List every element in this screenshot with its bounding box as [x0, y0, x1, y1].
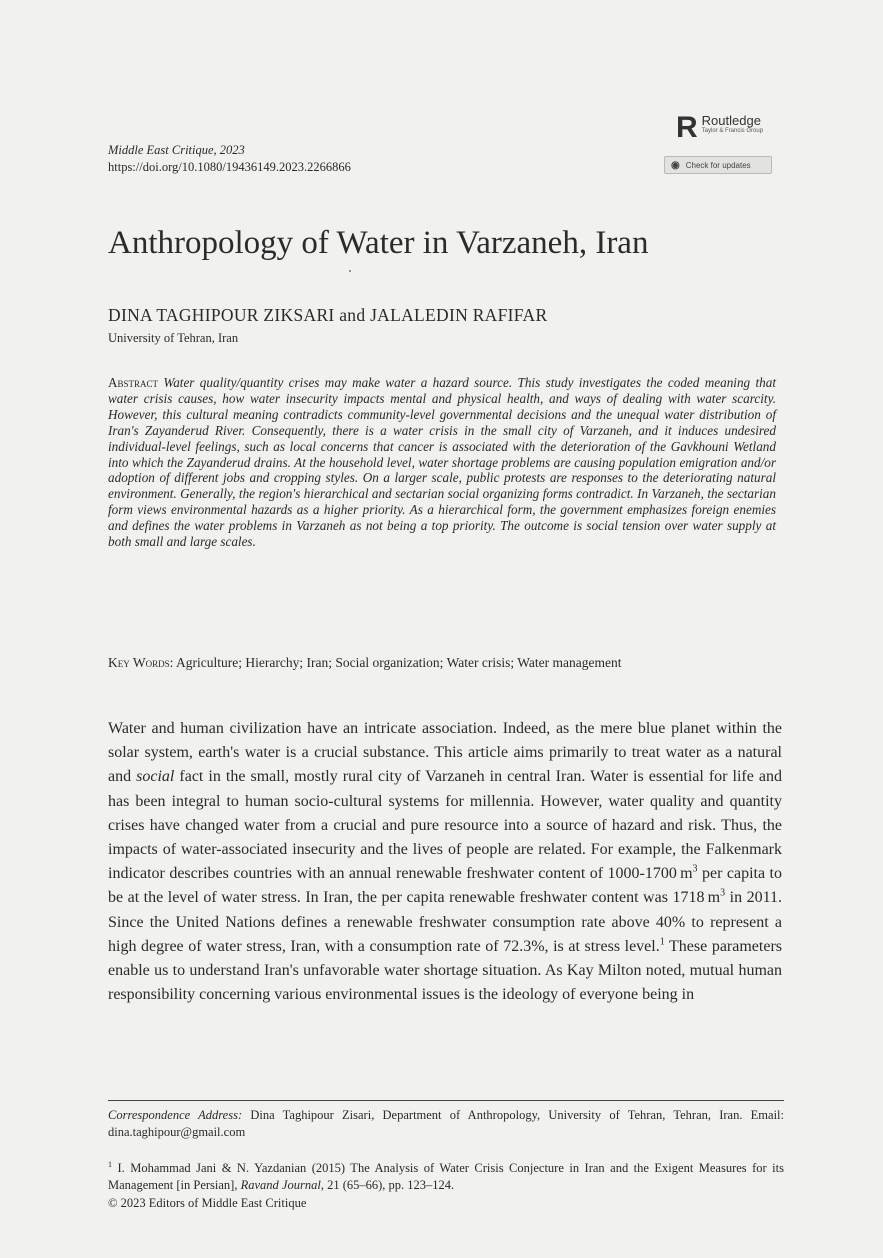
article-title: Anthropology of Water in Varzaneh, Iran: [108, 225, 649, 261]
footnote-text: I. Mohammad Jani & N. Yazdanian (2015) The Analysis of Water Crisis Conjecture in Iran and the Exigent Measures for its Management [in Persian],: [108, 1161, 784, 1192]
body-text: in 2011. Since the United Nations defines a renewable freshwater consumption rate above 40% to represent a high degree of water stress, Iran, with a consumption rate of 72.3%, is at stress level.: [108, 889, 782, 955]
footnote-divider: [108, 1100, 784, 1101]
abstract-label: Abstract: [108, 375, 159, 390]
doi-link[interactable]: https://doi.org/10.1080/19436149.2023.2266866: [108, 160, 351, 174]
journal-info: [108, 142, 351, 176]
body-paragraph: [108, 717, 782, 1007]
print-speck: [349, 270, 351, 272]
correspondence-address: [108, 1107, 784, 1141]
publisher-tagline: Taylor & Francis Group: [701, 128, 764, 134]
footnote-text: , 21 (65–66), pp. 123–124.: [320, 1177, 455, 1192]
abstract: [108, 375, 776, 550]
superscript: 3: [692, 863, 698, 875]
body-text: Water and human civilization have an intricate association. Indeed, as the mere blue planet within the solar system, earth's water is a crucial substance. This article aims primarily to treat water as a natural and: [108, 720, 782, 786]
footnote: [108, 1157, 784, 1193]
keywords: [108, 654, 788, 671]
body-text: These parameters enable us to understand Iran's unfavorable water shortage situation. As Kay Milton noted, mutual human responsibility concerning various environmental issues is the ideology of everyone being in: [108, 937, 782, 1004]
keywords-label: Key Words:: [108, 655, 174, 670]
publisher-logo: [676, 111, 764, 144]
superscript: 3: [720, 888, 726, 900]
check-updates-icon: ◉: [671, 159, 680, 171]
footnote-journal: Ravand Journal: [240, 1177, 321, 1192]
copyright-notice: © 2023 Editors of Middle East Critique: [108, 1196, 307, 1210]
correspondence-label: Correspondence Address:: [108, 1108, 243, 1122]
footnote-number: 1: [108, 1160, 112, 1169]
author-names: DINA TAGHIPOUR ZIKSARI and JALALEDIN RAFIFAR: [108, 305, 548, 325]
keywords-list: Agriculture; Hierarchy; Iran; Social organization; Water crisis; Water management: [176, 655, 622, 670]
check-for-updates-badge[interactable]: [664, 156, 772, 174]
correspondence-text: Dina Taghipour Zisari, Department of Anthropology, University of Tehran, Tehran, Iran. Email: dina.taghipour@gmail.com: [108, 1108, 784, 1139]
footnote-reference[interactable]: 1: [659, 936, 665, 948]
author-affiliation: University of Tehran, Iran: [108, 331, 239, 345]
routledge-r-icon: R: [676, 111, 698, 144]
publisher-name: Routledge: [701, 113, 761, 128]
abstract-text: Water quality/quantity crises may make water a hazard source. This study investigates the coded meaning that water crisis causes, how water insecurity impacts mental and physical health, and ways of dealing with water scarcity. However, this cultural meaning contradicts community-level governmental decisions and the unequal water distribution of Iran's Zayanderud River. Consequently, there is a water crisis in the small city of Varzaneh, and it induces undesired individual-level feelings, such as local concerns that cancer is associated with the deterioration of the Gavkhouni Wetland into which the Zayanderud drains. At the household level, water shortage problems are causing population emigration and/or adoption of different jobs and cropping styles. On a larger scale, public protests are responses to the deteriorating natural environment. Generally, the region's hierarchical and sectarian social organizing forms contradict. In Varzaneh, the sectarian form views environmental hazards as a higher priority. As a hierarchical form, the government emphasizes foreign enemies and defines the water problems in Varzaneh as not being a top priority. The outcome is social tension over water supply at both small and large scales.: [108, 375, 777, 550]
check-updates-label: Check for updates: [685, 160, 751, 170]
journal-name: Middle East Critique, 2023: [108, 143, 245, 157]
body-text: fact in the small, mostly rural city of Varzaneh in central Iran. Water is essential for life and has been integral to human socio-cultural systems for millennia. However, water quality and quantity crises have changed water from a crucial and pure resource into a source of hazard and risk. Thus, the impacts of water-associated insecurity and the lives of people are related. For example, the Falkenmark indicator describes countries with an annual renewable freshwater content of 1000-1700 m: [108, 768, 782, 883]
body-text: per capita to be at the level of water stress. In Iran, the per capita renewable freshwater content was 1718 m: [108, 865, 782, 907]
body-emphasis: social: [136, 768, 175, 786]
